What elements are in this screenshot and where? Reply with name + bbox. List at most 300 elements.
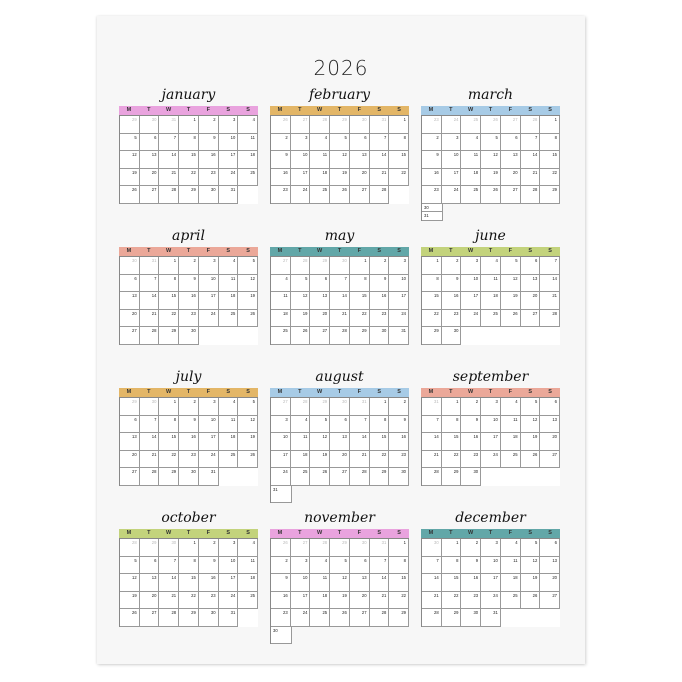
weekday-label: W — [468, 107, 474, 113]
day-number: 9 — [475, 416, 479, 422]
day-cell — [330, 310, 350, 328]
day-number: 20 — [361, 592, 367, 598]
day-number: 19 — [342, 592, 347, 598]
day-number: 17 — [493, 575, 498, 580]
month-name: february — [308, 87, 371, 103]
day-number: 13 — [552, 557, 557, 563]
day-cell — [179, 468, 199, 486]
day-number: 30 — [342, 258, 347, 263]
day-cell — [199, 557, 219, 575]
day-number: 8 — [193, 134, 196, 140]
day-cell — [350, 151, 370, 169]
day-number: 19 — [532, 434, 538, 439]
day-number: 14 — [361, 434, 367, 439]
day-number: 5 — [495, 134, 498, 140]
day-cell — [442, 592, 462, 610]
day-cell — [350, 169, 370, 187]
month-name: august — [315, 369, 364, 385]
day-cell — [271, 451, 291, 469]
day-number: 12 — [532, 557, 538, 563]
day-cell — [370, 433, 390, 451]
weekday-label: W — [317, 530, 323, 536]
day-number: 22 — [401, 592, 406, 598]
day-number: 10 — [401, 275, 406, 281]
day-cell — [310, 609, 330, 627]
prev-month-day-cell — [370, 116, 390, 134]
day-cell — [442, 609, 462, 627]
day-cell — [521, 186, 541, 204]
weekday-label: S — [528, 248, 533, 254]
day-number: 1 — [554, 117, 557, 122]
day-cell — [501, 310, 521, 328]
day-number: 5 — [515, 258, 518, 263]
day-grid — [421, 397, 560, 486]
weekday-label: F — [508, 530, 513, 536]
day-number: 24 — [493, 451, 498, 457]
day-number: 13 — [151, 575, 157, 580]
day-number: 29 — [132, 399, 137, 404]
day-cell — [501, 292, 521, 310]
day-number: 11 — [513, 416, 518, 422]
day-number: 8 — [403, 557, 406, 563]
day-cell — [389, 292, 409, 310]
day-number: 12 — [132, 152, 137, 157]
day-cell — [159, 310, 179, 328]
day-cell — [271, 292, 291, 310]
day-number: 7 — [154, 416, 157, 422]
day-number: 27 — [132, 469, 137, 474]
day-cell — [330, 327, 350, 345]
day-number: 31 — [424, 213, 429, 219]
day-number: 10 — [493, 557, 498, 563]
day-number: 19 — [250, 434, 255, 439]
day-cell — [422, 592, 442, 610]
day-number: 12 — [322, 434, 328, 439]
prev-month-day-cell — [310, 398, 330, 416]
day-cell — [350, 433, 370, 451]
day-number: 5 — [534, 540, 538, 545]
day-number: 5 — [134, 557, 137, 563]
day-number: 26 — [283, 540, 288, 545]
prev-month-day-cell — [422, 398, 442, 416]
day-cell — [370, 416, 390, 434]
day-cell — [219, 151, 239, 169]
day-cell — [540, 592, 560, 610]
day-cell — [219, 609, 239, 627]
day-number: 26 — [342, 610, 347, 615]
day-grid — [270, 397, 409, 486]
day-number: 19 — [322, 451, 328, 457]
day-number: 22 — [171, 310, 177, 316]
month-october — [119, 507, 258, 627]
day-number: 15 — [381, 434, 387, 439]
weekday-label: W — [468, 248, 474, 254]
day-number: 6 — [554, 540, 557, 545]
day-number: 8 — [456, 416, 459, 422]
day-number: 21 — [361, 451, 367, 457]
day-cell — [140, 134, 160, 152]
day-cell — [442, 292, 462, 310]
day-number: 24 — [210, 310, 216, 316]
day-cell — [179, 151, 199, 169]
weekday-label: F — [508, 248, 513, 254]
day-cell — [179, 169, 199, 187]
day-cell — [179, 275, 199, 293]
day-cell — [461, 275, 481, 293]
day-number: 11 — [250, 134, 255, 140]
day-number: 23 — [434, 117, 439, 122]
day-cell — [159, 574, 179, 592]
day-cell — [370, 292, 390, 310]
day-number: 25 — [493, 310, 498, 316]
day-number: 27 — [361, 187, 367, 192]
day-cell — [271, 486, 292, 504]
day-number: 30 — [473, 469, 479, 474]
day-cell — [422, 574, 442, 592]
day-cell — [310, 275, 330, 293]
day-cell — [540, 292, 560, 310]
day-cell — [199, 134, 219, 152]
day-cell — [179, 557, 199, 575]
day-number: 28 — [322, 540, 328, 545]
day-number: 2 — [193, 399, 196, 404]
day-cell — [219, 134, 239, 152]
day-number: 27 — [552, 451, 557, 457]
day-cell — [219, 116, 239, 134]
day-number: 21 — [151, 451, 157, 457]
day-number: 29 — [171, 328, 177, 333]
day-number: 7 — [436, 416, 439, 422]
day-cell — [521, 257, 541, 275]
day-cell — [159, 186, 179, 204]
day-number: 20 — [532, 293, 538, 298]
day-number: 24 — [230, 592, 236, 598]
day-cell — [310, 592, 330, 610]
day-cell — [540, 186, 560, 204]
day-number: 27 — [151, 187, 157, 192]
day-number: 2 — [383, 258, 387, 263]
weekday-label: S — [548, 248, 552, 254]
day-number: 4 — [285, 275, 288, 281]
day-number: 1 — [403, 540, 406, 545]
day-cell — [540, 398, 560, 416]
day-number: 10 — [453, 152, 459, 157]
day-number: 14 — [171, 152, 177, 157]
day-number: 10 — [302, 152, 308, 157]
day-cell — [238, 433, 258, 451]
day-cell — [370, 151, 390, 169]
year-title: 2026 — [313, 56, 369, 80]
day-cell — [442, 257, 462, 275]
day-number: 27 — [302, 117, 308, 122]
day-number: 2 — [403, 399, 406, 404]
day-cell — [219, 557, 239, 575]
day-cell — [370, 134, 390, 152]
weekday-label: T — [488, 107, 493, 113]
day-number: 30 — [191, 469, 196, 474]
day-number: 24 — [210, 451, 216, 457]
day-cell — [442, 468, 462, 486]
day-number: 1 — [436, 258, 439, 263]
day-number: 1 — [193, 117, 196, 122]
day-number: 19 — [250, 293, 255, 298]
day-number: 22 — [171, 451, 177, 457]
day-cell — [120, 609, 140, 627]
day-cell — [350, 609, 370, 627]
day-cell — [120, 327, 140, 345]
day-cell — [159, 398, 179, 416]
day-number: 28 — [552, 310, 557, 316]
day-cell — [389, 451, 409, 469]
day-grid — [270, 538, 409, 627]
overflow-week — [270, 486, 292, 504]
day-cell — [461, 310, 481, 328]
day-number: 17 — [401, 293, 406, 298]
day-number: 18 — [230, 434, 236, 439]
month-name: june — [475, 228, 506, 244]
day-grid — [270, 256, 409, 345]
prev-month-day-cell — [350, 539, 370, 557]
day-cell — [199, 398, 219, 416]
day-cell — [442, 433, 462, 451]
weekday-header — [421, 529, 560, 538]
day-cell — [521, 292, 541, 310]
day-cell — [238, 275, 258, 293]
day-number: 31 — [401, 328, 406, 333]
day-number: 15 — [552, 152, 557, 157]
day-cell — [350, 574, 370, 592]
day-cell — [271, 557, 291, 575]
day-number: 31 — [381, 117, 387, 122]
day-cell — [310, 310, 330, 328]
day-cell — [501, 169, 521, 187]
day-cell — [389, 539, 409, 557]
day-cell — [422, 134, 442, 152]
day-cell — [422, 609, 442, 627]
day-number: 28 — [151, 469, 157, 474]
day-cell — [120, 574, 140, 592]
weekday-label: T — [186, 107, 191, 113]
day-cell — [120, 557, 140, 575]
day-cell — [120, 310, 140, 328]
day-number: 11 — [303, 434, 308, 439]
day-number: 23 — [210, 592, 216, 598]
day-number: 8 — [403, 134, 406, 140]
day-number: 2 — [456, 258, 459, 263]
day-number: 25 — [512, 451, 518, 457]
day-number: 7 — [383, 557, 387, 563]
day-number: 2 — [213, 540, 216, 545]
day-number: 18 — [322, 592, 328, 598]
day-number: 26 — [132, 187, 137, 192]
day-number: 13 — [342, 434, 347, 439]
weekday-label: T — [337, 248, 342, 254]
day-cell — [179, 592, 199, 610]
prev-month-day-cell — [120, 398, 140, 416]
day-cell — [219, 310, 239, 328]
day-number: 15 — [191, 575, 196, 580]
day-number: 19 — [493, 169, 498, 175]
day-number: 10 — [473, 275, 479, 281]
weekday-label: T — [298, 530, 302, 536]
day-cell — [179, 451, 199, 469]
day-cell — [330, 416, 350, 434]
day-number: 30 — [210, 610, 216, 615]
day-cell — [159, 468, 179, 486]
day-cell — [291, 574, 311, 592]
day-cell — [442, 169, 462, 187]
day-number: 26 — [302, 328, 308, 333]
day-cell — [370, 169, 390, 187]
day-number: 5 — [344, 134, 347, 140]
weekday-label: S — [397, 248, 401, 254]
prev-month-day-cell — [271, 539, 291, 557]
day-cell — [330, 557, 350, 575]
day-number: 13 — [151, 152, 157, 157]
day-cell — [271, 186, 291, 204]
day-cell — [461, 592, 481, 610]
day-number: 18 — [283, 310, 288, 316]
day-cell — [540, 574, 560, 592]
day-number: 30 — [473, 610, 479, 615]
day-number: 6 — [134, 275, 137, 281]
prev-month-day-cell — [120, 539, 140, 557]
day-cell — [389, 151, 409, 169]
day-cell — [521, 433, 541, 451]
day-number: 9 — [475, 557, 479, 563]
day-number: 3 — [285, 416, 288, 422]
day-number: 30 — [273, 627, 278, 633]
day-number: 29 — [322, 258, 328, 263]
day-number: 28 — [151, 328, 157, 333]
prev-month-day-cell — [442, 116, 462, 134]
day-number: 13 — [552, 416, 557, 422]
day-number: 17 — [493, 434, 498, 439]
day-cell — [389, 609, 409, 627]
day-cell — [521, 451, 541, 469]
day-number: 28 — [132, 540, 137, 545]
day-number: 15 — [401, 152, 406, 157]
prev-month-day-cell — [120, 257, 140, 275]
weekday-label: S — [246, 107, 250, 113]
day-cell — [389, 275, 409, 293]
day-cell — [370, 310, 390, 328]
day-cell — [461, 539, 481, 557]
day-cell — [540, 257, 560, 275]
month-june — [421, 225, 560, 345]
day-cell — [521, 134, 541, 152]
day-cell — [330, 574, 350, 592]
day-number: 8 — [554, 134, 557, 140]
weekday-label: S — [377, 107, 382, 113]
day-cell — [540, 169, 560, 187]
prev-month-day-cell — [271, 116, 291, 134]
day-number: 25 — [283, 328, 288, 333]
day-number: 8 — [364, 275, 367, 281]
day-cell — [330, 151, 350, 169]
day-number: 12 — [342, 152, 347, 157]
day-cell — [481, 398, 501, 416]
day-cell — [238, 116, 258, 134]
day-number: 27 — [132, 328, 137, 333]
weekday-label: F — [206, 107, 211, 113]
weekday-header — [421, 106, 560, 115]
day-number: 22 — [191, 169, 196, 175]
day-cell — [389, 574, 409, 592]
day-cell — [310, 151, 330, 169]
day-number: 13 — [361, 575, 367, 580]
day-number: 23 — [381, 310, 387, 316]
day-cell — [199, 151, 219, 169]
day-cell — [179, 433, 199, 451]
day-cell — [442, 398, 462, 416]
day-cell — [159, 151, 179, 169]
day-number: 6 — [134, 416, 137, 422]
day-number: 13 — [512, 152, 518, 157]
weekday-label: W — [317, 248, 323, 254]
day-cell — [271, 416, 291, 434]
day-cell — [219, 416, 239, 434]
prev-month-day-cell — [140, 257, 160, 275]
weekday-label: T — [337, 389, 342, 395]
day-cell — [199, 275, 219, 293]
day-cell — [179, 310, 199, 328]
day-cell — [540, 451, 560, 469]
day-number: 9 — [193, 416, 196, 422]
day-number: 6 — [324, 275, 328, 281]
day-cell — [291, 186, 311, 204]
day-number: 27 — [342, 469, 347, 474]
day-number: 30 — [171, 540, 177, 545]
month-november — [270, 507, 409, 644]
day-cell — [521, 169, 541, 187]
weekday-label: S — [548, 389, 552, 395]
day-cell — [271, 275, 291, 293]
day-number: 20 — [151, 592, 157, 598]
day-number: 24 — [401, 310, 406, 316]
day-cell — [481, 609, 501, 627]
day-cell — [330, 134, 350, 152]
day-number: 3 — [475, 258, 479, 263]
day-cell — [271, 310, 291, 328]
day-cell — [370, 186, 390, 204]
day-number: 29 — [151, 540, 157, 545]
day-cell — [291, 310, 311, 328]
day-number: 5 — [252, 399, 255, 404]
day-cell — [199, 416, 219, 434]
day-number: 10 — [230, 134, 236, 140]
month-july — [119, 366, 258, 486]
day-number: 4 — [515, 399, 518, 404]
day-cell — [291, 557, 311, 575]
day-cell — [310, 416, 330, 434]
day-cell — [540, 416, 560, 434]
day-number: 4 — [252, 540, 255, 545]
weekday-header — [119, 529, 258, 538]
day-number: 12 — [493, 152, 498, 157]
day-number: 7 — [534, 134, 538, 140]
day-number: 16 — [473, 575, 479, 580]
day-cell — [238, 592, 258, 610]
day-cell — [179, 116, 199, 134]
weekday-label: S — [397, 389, 401, 395]
day-cell — [271, 592, 291, 610]
day-cell — [481, 134, 501, 152]
day-number: 24 — [283, 469, 288, 474]
weekday-label: M — [126, 530, 132, 536]
weekday-label: S — [226, 107, 231, 113]
day-number: 14 — [171, 575, 177, 580]
